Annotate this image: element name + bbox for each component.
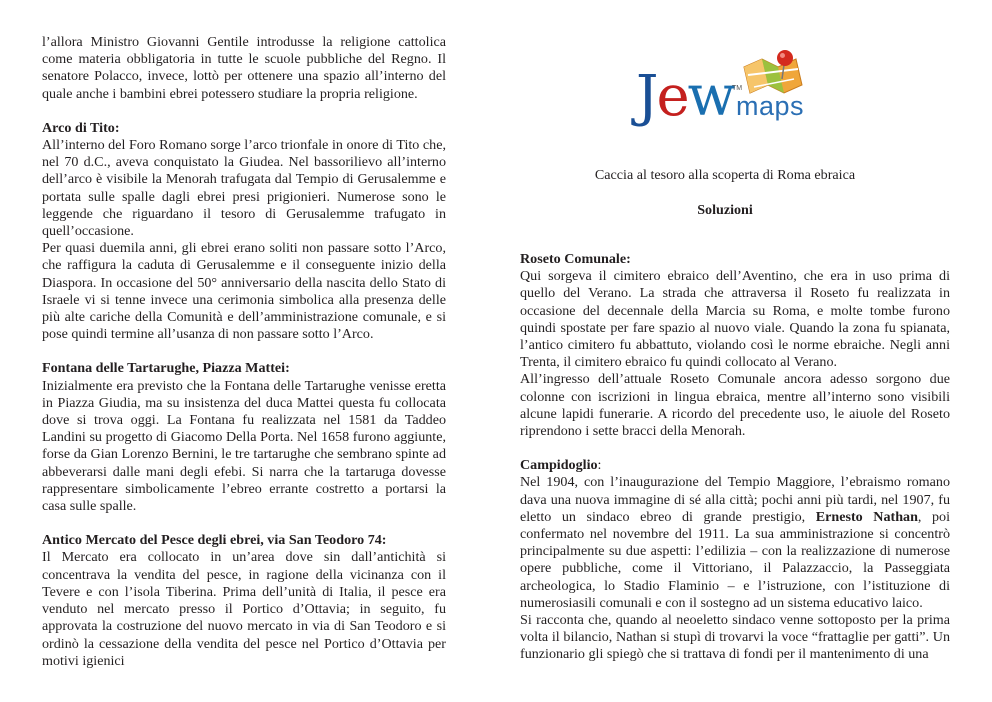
roseto-paragraph-2: All’ingresso dell’attuale Roseto Comunale ancora adesso sorgono due colonne con iscrizioni in lingua ebraica, mentre all’interno sono visibili alcune lapidi funerarie. A ricordo del precedente uso, le aiuole del Roseto riprendono i sette bracci della Menorah.	[520, 371, 950, 440]
mayor-name: Ernesto Nathan	[815, 508, 918, 525]
jewmaps-logo	[630, 45, 830, 131]
logo-wordmark-maps: maps	[736, 91, 805, 121]
campidoglio-heading	[520, 457, 950, 474]
arco-title: Arco di Tito:	[42, 119, 120, 136]
roseto-title: Roseto Comunale:	[520, 251, 631, 267]
intro-paragraph: l’allora Ministro Giovanni Gentile introdusse la religione cattolica come materia obbligatoria in tutte le scuole pubbliche del Regno. Il senatore Polacco, invece, lottò per ottenere una spazio all’interno del quale anche i bambini ebrei potessero studiare la propria religione.	[42, 34, 446, 102]
fontana-paragraph: Inizialmente era previsto che la Fontana delle Tartarughe venisse eretta in Piazza Giudia, ma su insistenza del duca Mattei questa fu collocata dove si trova oggi. La Fontana fu realizzata nel 1581 da Taddeo Landini su progetto di Giacomo Della Porta. Nel 1658 furono aggiunte, forse da Gian Lorenzo Bernini, le tre tartarughe che sembrano spinte ad abbeverarsi dalle mani degli efebi. Si narra che la tartaruga dovesse rappresentare simbolicamente l’ebreo errante costretto a portarsi la casa sulle spalle.	[42, 377, 446, 515]
arco-paragraph-2: Per quasi duemila anni, gli ebrei erano soliti non passare sotto l’Arco, che raffigura la caduta di Gerusalemme e il conseguente inizio della Diaspora. In occasione del 50° anniversario della nascita dello Stato di Israele vi si tenne invece una cerimonia simbolica alla presenza delle più alte cariche della Comunità e dell’amministrazione comunale, e si pose quindi termine all’usanza di non passare sotto l’Arco.	[42, 240, 446, 343]
campidoglio-title-suffix: :	[597, 457, 602, 474]
roseto-paragraph-1: Qui sorgeva il cimitero ebraico dell’Aventino, che era in uso prima di quello del Verano. La strada che attraversa il Roseto fu realizzata in occasione del decennale della Marcia su Roma, e molte tombe furono quindi spostate per fare spazio al nuovo viale. Quando la zona fu spianata, l’antico cimitero fu abbattuto, violando così le norme ebraiche. Negli anni Trenta, il cimitero ebraico fu quindi collocato al Verano.	[520, 268, 950, 371]
fontana-title: Fontana delle Tartarughe, Piazza Mattei:	[42, 360, 290, 377]
mercato-paragraph: Il Mercato era collocato in un’area dove sin dall’antichità si concentrava la vendita del pesce, in ragione della vicinanza con il Tevere e con l’isola Tiberina. Prima dell’unità di Italia, il pesce era venduto nel mercato presso il Portico d’Ottavia; in seguito, fu approvata la costruzione del nuovo mercato in via di San Teodoro e si ordinò la cessazione della vendita del pesce nel Portico d’Ottavia per motivi igienici	[42, 549, 446, 669]
mercato-title: Antico Mercato del Pesce degli ebrei, via San Teodoro 74:	[42, 532, 387, 549]
left-column	[42, 34, 446, 670]
campidoglio-text-a: Nel 1904, con l’inaugurazione del Tempio Maggiore, l’ebraismo romano dava una nuova immagine di sé alla città; pochi anni più tardi, nel 1907, fu eletto un sindaco ebreo di grande prestigio,	[520, 474, 950, 525]
campidoglio-text-b: , poi confermato nel novembre del 1911. La sua amministrazione si concentrò principalmente su due aspetti: l’edilizia – con la realizzazione di numerose opere pubbliche, come il Vittoriano, il Palazzaccio, la Passeggiata archeologica, lo Stadio Flaminio – e l’istruzione, con l’istituzione di numerosiasili comunali e con il sostegno ad un sistema educativo laico.	[520, 508, 951, 611]
logo-wordmark-jew: Jew	[636, 64, 734, 129]
campidoglio-title: Campidoglio	[520, 457, 598, 474]
campidoglio-paragraph-2: Si racconta che, quando al neoeletto sindaco venne sottoposto per la prima volta il bilancio, Nathan si stupì di trovarvi la voce “frattaglie per gatti”. Un funzionario gli spiegò che si trattava di fondi per il mantenimento di una	[520, 612, 950, 663]
solutions-label: Soluzioni	[697, 202, 753, 218]
right-column	[520, 251, 950, 664]
document-subtitle: Caccia al tesoro alla scoperta di Roma ebraica	[594, 167, 856, 183]
logo-trademark: TM	[732, 85, 743, 92]
campidoglio-paragraph-1	[520, 474, 950, 612]
arco-paragraph-1: All’interno del Foro Romano sorge l’arco trionfale in onore di Tito che, nel 70 d.C., aveva conquistato la Giudea. Nel bassorilievo all’interno dell’arco è visibile la Menorah trafugata dal Tempio di Gerusalemme e portata sulle spalle dagli ebrei presi prigionieri. Numerose sono le leggende che riguardano il tesoro di Gerusalemme trafugato in quell’occasione.	[42, 137, 446, 240]
